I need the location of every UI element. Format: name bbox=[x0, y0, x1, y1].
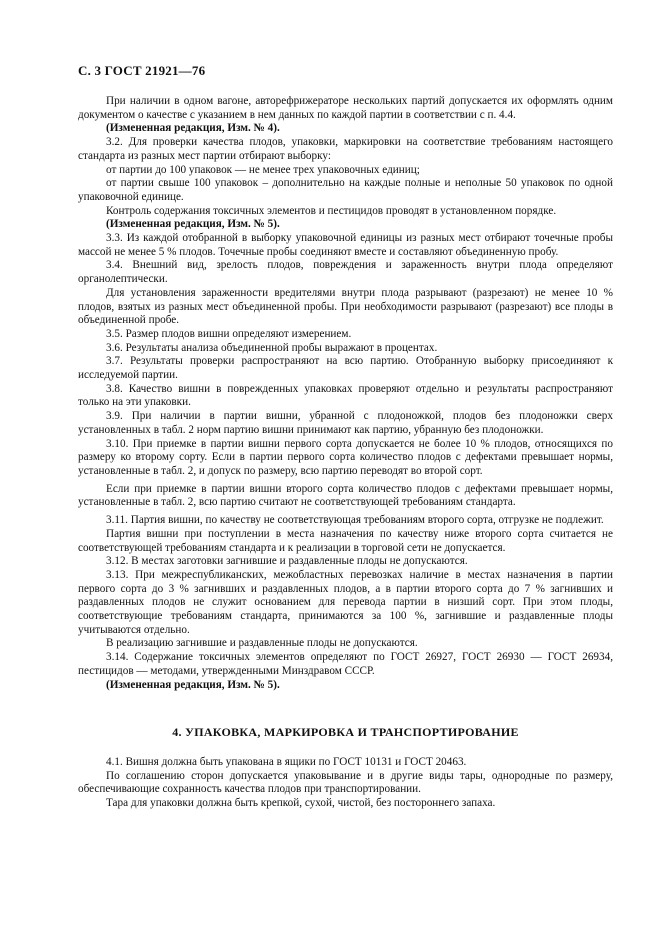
paragraph-3-2: 3.2. Для проверки качества плодов, упаковки, маркировки на соответствие требованиям настоящего стандарта из разных мест партии отбирают выборку: bbox=[78, 136, 613, 162]
paragraph-4-1: 4.1. Вишня должна быть упакована в ящики по ГОСТ 10131 и ГОСТ 20463. bbox=[106, 755, 467, 768]
paragraph: Партия вишни при поступлении в места назначения по качеству ниже второго сорта считается не соответствующей требованиям стандарта и к реализации в торговой сети не допускается. bbox=[78, 527, 613, 554]
section-title: 4. УПАКОВКА, МАРКИРОВКА И ТРАНСПОРТИРОВАНИЕ bbox=[172, 725, 519, 740]
paragraph-3-3: 3.3. Из каждой отобранной в выборку упаковочной единицы из разных мест отбирают точечные пробы массой не менее 5 % плодов. Точечные пробы соединяют вместе и составляют объединенную пробу. bbox=[78, 232, 613, 258]
paragraph: При наличии в одном вагоне, авторефрижераторе нескольких партий допускается их оформлять одним документом о качестве с указанием в нем данных по каждой партии в соответствии с п. 4.4. bbox=[78, 95, 613, 121]
paragraph: Тара для упаковки должна быть крепкой, сухой, чистой, без постороннего запаха. bbox=[106, 797, 496, 810]
paragraph-3-13: 3.13. При межреспубликанских, межобластных перевозках наличие в местах назначения в партии первого сорта до 3 % загнивших и раздавленных плодов, а в партии второго сорта до 7 % загнивших и раздавленных плодов не служит основанием для перевода партии в низший сорт. При этом плоды, соответствующие требованиям стандарта, принимаются за 100 %, загнившие и раздавленные плоды учитываются отдельно. bbox=[78, 568, 613, 636]
page-header: С. 3 ГОСТ 21921—76 bbox=[78, 63, 206, 78]
paragraph: Если при приемке в партии вишни второго сорта количество плодов с дефектами превышает нормы, установленные в табл. 2, всю партию считают не соответствующей требованиям стандарта. bbox=[78, 482, 613, 509]
paragraph: По соглашению сторон допускается упаковывание и в другие виды тары, однородные по размеру, обеспечивающие сохранность качества плодов при транспортировании. bbox=[78, 769, 613, 796]
paragraph-3-14: 3.14. Содержание токсичных элементов определяют по ГОСТ 26927, ГОСТ 26930 — ГОСТ 26934, пестицидов — методами, утвержденными Минздравом СССР. bbox=[78, 651, 613, 677]
paragraph-3-12: 3.12. В местах заготовки загнившие и раздавленные плоды не допускаются. bbox=[106, 555, 468, 568]
paragraph-3-5: 3.5. Размер плодов вишни определяют измерением. bbox=[106, 327, 352, 340]
paragraph: Контроль содержания токсичных элементов и пестицидов проводят в установленном порядке. bbox=[106, 204, 557, 217]
paragraph-3-11: 3.11. Партия вишни, по качеству не соответствующая требованиям второго сорта, отгрузке не подлежит. bbox=[106, 514, 604, 527]
revision-note: (Измененная редакция, Изм. № 5). bbox=[106, 218, 280, 231]
paragraph: от партии свыше 100 упаковок – дополнительно на каждые полные и неполные 50 упаковок по одной упаковочной единице. bbox=[78, 177, 613, 203]
paragraph-3-8: 3.8. Качество вишни в поврежденных упаковках проверяют отдельно и результаты распространяют только на эти упаковки. bbox=[78, 382, 613, 409]
paragraph-3-7: 3.7. Результаты проверки распространяют на всю партию. Отобранную выборку присоединяют к исследуемой партии. bbox=[78, 355, 613, 382]
paragraph-3-6: 3.6. Результаты анализа объединенной пробы выражают в процентах. bbox=[106, 341, 438, 354]
paragraph-3-10: 3.10. При приемке в партии вишни первого сорта допускается не более 10 % плодов, относящихся по размеру ко второму сорту. Если в партии первого сорта количество плодов с дефектами превышает нормы, установленные в табл. 2, и допуск по размеру, всю партию переводят во второй сорт. bbox=[78, 437, 613, 477]
document-body bbox=[78, 95, 613, 811]
paragraph-3-4: 3.4. Внешний вид, зрелость плодов, повреждения и зараженность внутри плода определяют органолептически. bbox=[78, 259, 613, 286]
revision-note: (Измененная редакция, Изм. № 5). bbox=[106, 678, 280, 691]
paragraph: В реализацию загнившие и раздавленные плоды не допускаются. bbox=[106, 637, 418, 650]
paragraph-3-9: 3.9. При наличии в партии вишни, убранной с плодоножкой, плодов без плодоножки сверх установленных в табл. 2 норм партию вишни принимают как партию, убранную без плодоножки. bbox=[78, 410, 613, 436]
paragraph: Для установления зараженности вредителями внутри плода разрывают (разрезают) не менее 10 % плодов, взятых из разных мест объединенной пробы. При необходимости разрывают (разрезают) все плоды в объединенной пробе. bbox=[78, 286, 613, 327]
paragraph: от партии до 100 упаковок — не менее трех упаковочных единиц; bbox=[106, 163, 420, 176]
revision-note: (Измененная редакция, Изм. № 4). bbox=[106, 122, 280, 135]
